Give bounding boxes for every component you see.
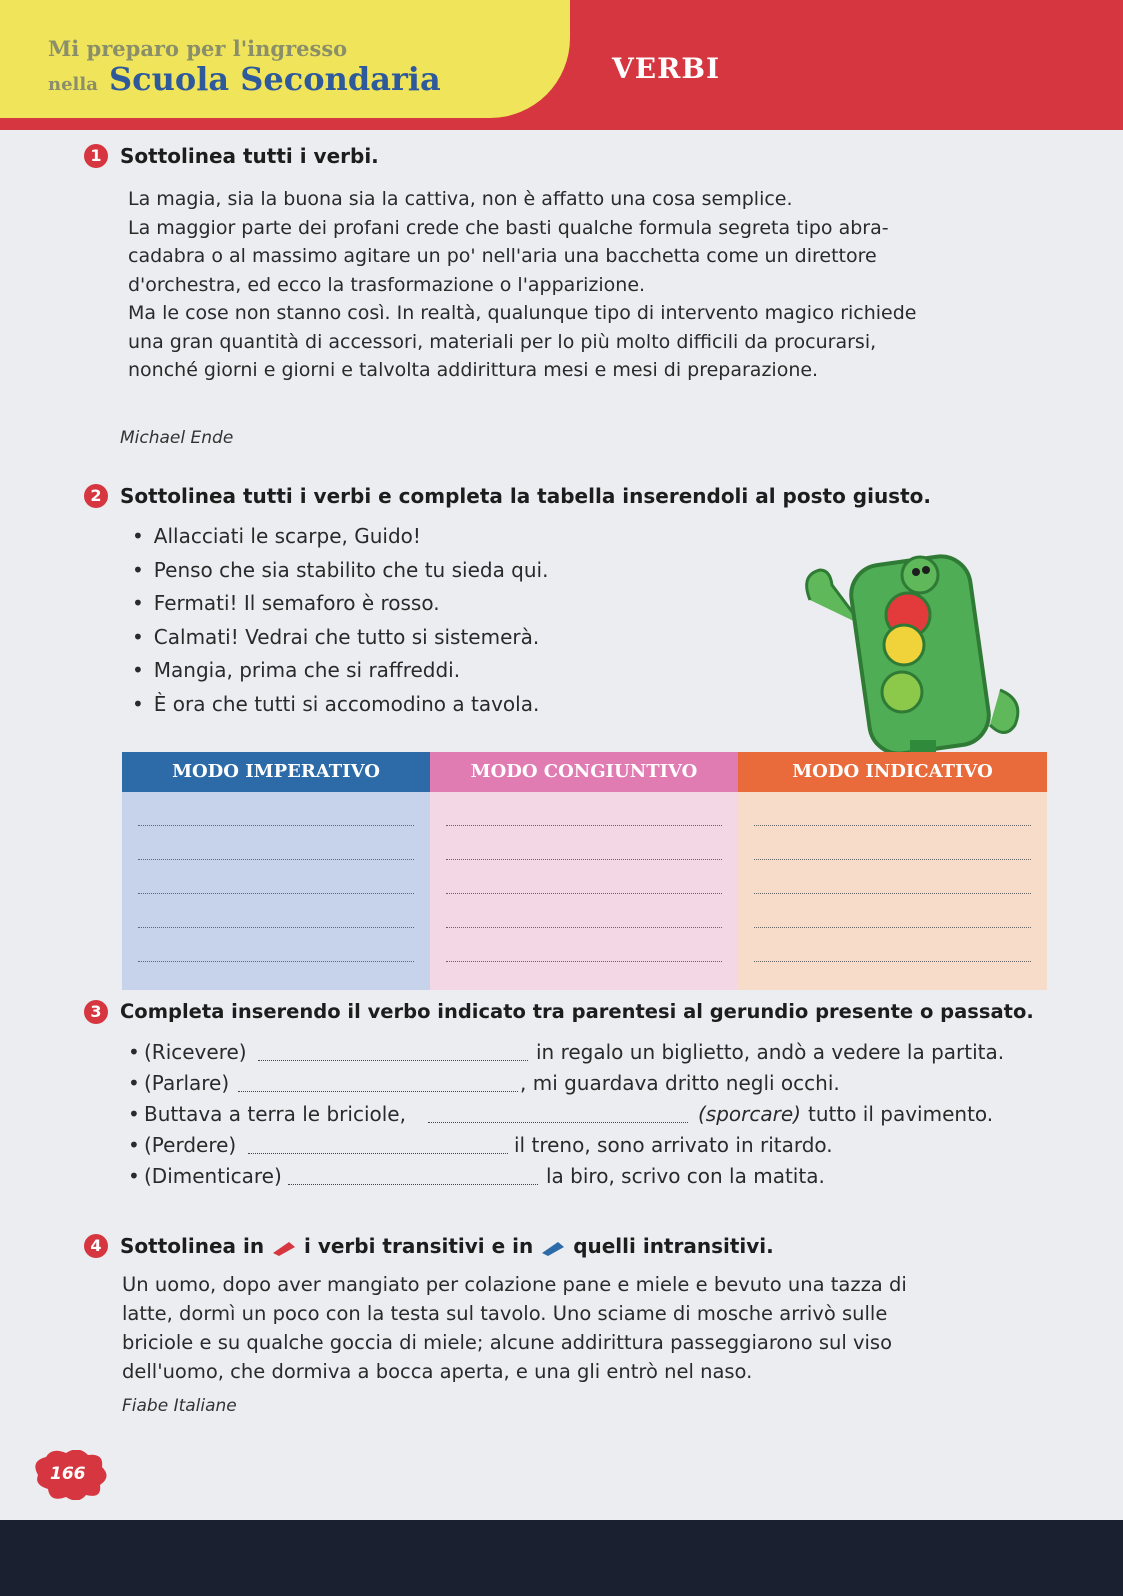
column-body	[738, 792, 1047, 990]
column-header: MODO IMPERATIVO	[122, 752, 430, 792]
answer-blank[interactable]	[428, 1102, 688, 1123]
answer-line[interactable]	[138, 894, 414, 928]
answer-blank[interactable]	[248, 1133, 508, 1154]
exercise-4-instruction	[120, 1234, 774, 1258]
page-number: 166	[50, 1464, 86, 1484]
list-item: • Penso che sia stabilito che tu sieda qui.	[132, 558, 548, 592]
text-line: Ma le cose non stanno così. In realtà, qualunque tipo di intervento magico richiede	[128, 302, 917, 324]
text-line: La magia, sia la buona sia la cattiva, non è affatto una cosa semplice.	[128, 188, 793, 210]
row-continuation: , mi guardava dritto negli occhi.	[520, 1071, 840, 1095]
exercise-1-text	[128, 185, 917, 385]
list-item: • Allacciati le scarpe, Guido!	[132, 524, 548, 558]
exercise-3-number: 3	[84, 1000, 108, 1024]
list-item: • Fermati! Il semaforo è rosso.	[132, 591, 548, 625]
header-subtitle: Mi preparo per l'ingresso	[48, 36, 348, 61]
header-title-prefix: nella	[48, 74, 98, 95]
row-prompt: (Perdere)	[144, 1133, 237, 1157]
text-line: cadabra o al massimo agitare un po' nell'aria una bacchetta come un direttore	[128, 245, 877, 267]
exercise-2-sentences	[132, 524, 548, 725]
exercise-3-instruction: Completa inserendo il verbo indicato tra parentesi al gerundio presente o passato.	[120, 1000, 1034, 1023]
column-indicativo	[738, 752, 1047, 990]
column-imperativo	[122, 752, 430, 990]
answer-line[interactable]	[754, 792, 1031, 826]
answer-line[interactable]	[754, 860, 1031, 894]
answer-line[interactable]	[138, 928, 414, 962]
verb-mood-table	[122, 752, 1047, 990]
text-line: d'orchestra, ed ecco la trasformazione o l'apparizione.	[128, 273, 646, 296]
row-verb-hint: (sporcare)	[698, 1102, 801, 1126]
column-header: MODO INDICATIVO	[738, 752, 1047, 792]
exercise-4-text	[122, 1270, 907, 1386]
header-title	[48, 60, 441, 98]
exercise-1-number: 1	[84, 144, 108, 168]
text-line: latte, dormì un poco con la testa sul tavolo. Uno sciame di mosche arrivò sulle	[122, 1302, 888, 1325]
answer-blank[interactable]	[258, 1040, 528, 1061]
instruction-part: quelli intransitivi.	[573, 1234, 774, 1258]
exercise-2-instruction: Sottolinea tutti i verbi e completa la tabella inserendoli al posto giusto.	[120, 484, 931, 508]
answer-line[interactable]	[446, 826, 722, 860]
row-prompt: (Ricevere)	[144, 1040, 247, 1064]
page-number-badge	[30, 1450, 110, 1500]
answer-line[interactable]	[138, 860, 414, 894]
answer-line[interactable]	[138, 826, 414, 860]
blue-pencil-icon	[540, 1239, 566, 1257]
text-line: La maggior parte dei profani crede che basti qualche formula segreta tipo abra-	[128, 216, 889, 239]
text-line: nonché giorni e giorni e talvolta addirittura mesi e mesi di preparazione.	[128, 359, 819, 381]
answer-line[interactable]	[446, 894, 722, 928]
answer-line[interactable]	[138, 792, 414, 826]
page-header	[0, 0, 1123, 130]
row-prompt: (Dimenticare)	[144, 1164, 282, 1188]
row-continuation: il treno, sono arrivato in ritardo.	[514, 1133, 833, 1157]
exercise-1-instruction: Sottolinea tutti i verbi.	[120, 144, 379, 168]
row-prompt: Buttava a terra le briciole,	[144, 1102, 406, 1126]
column-congiuntivo	[430, 752, 738, 990]
answer-line[interactable]	[446, 860, 722, 894]
traffic-light-mascot-icon	[790, 540, 1030, 770]
exercise-1-author: Michael Ende	[120, 428, 234, 448]
exercise-2-number: 2	[84, 484, 108, 508]
answer-line[interactable]	[754, 894, 1031, 928]
answer-line[interactable]	[446, 928, 722, 962]
answer-line[interactable]	[446, 792, 722, 826]
column-header: MODO CONGIUNTIVO	[430, 752, 738, 792]
row-continuation: la biro, scrivo con la matita.	[546, 1164, 825, 1188]
text-line: Un uomo, dopo aver mangiato per colazione pane e miele e bevuto una tazza di	[122, 1273, 907, 1296]
header-title-main: Scuola Secondaria	[109, 60, 441, 98]
column-body	[430, 792, 738, 990]
list-item: • Mangia, prima che si raffreddi.	[132, 658, 548, 692]
section-title: VERBI	[612, 52, 721, 85]
row-continuation: tutto il pavimento.	[808, 1102, 994, 1126]
answer-blank[interactable]	[238, 1071, 518, 1092]
row-prompt: (Parlare)	[144, 1071, 230, 1095]
text-line: dell'uomo, che dormiva a bocca aperta, e una gli entrò nel naso.	[122, 1360, 753, 1383]
answer-line[interactable]	[754, 928, 1031, 962]
text-line: briciole e su qualche goccia di miele; alcune addirittura passeggiarono sul viso	[122, 1331, 893, 1354]
list-item: • Calmati! Vedrai che tutto si sistemerà.	[132, 625, 548, 659]
answer-blank[interactable]	[288, 1164, 538, 1185]
text-line: una gran quantità di accessori, materiali per lo più molto difficili da procurarsi,	[128, 330, 877, 353]
red-pencil-icon	[271, 1239, 297, 1257]
row-continuation: in regalo un biglietto, andò a vedere la partita.	[536, 1040, 1005, 1064]
instruction-part: i verbi transitivi e in	[304, 1234, 534, 1258]
instruction-part: Sottolinea in	[120, 1234, 265, 1258]
answer-line[interactable]	[754, 826, 1031, 860]
exercise-4-source: Fiabe Italiane	[122, 1396, 237, 1416]
column-body	[122, 792, 430, 990]
exercise-4-number: 4	[84, 1234, 108, 1258]
list-item: • È ora che tutti si accomodino a tavola.	[132, 692, 548, 726]
